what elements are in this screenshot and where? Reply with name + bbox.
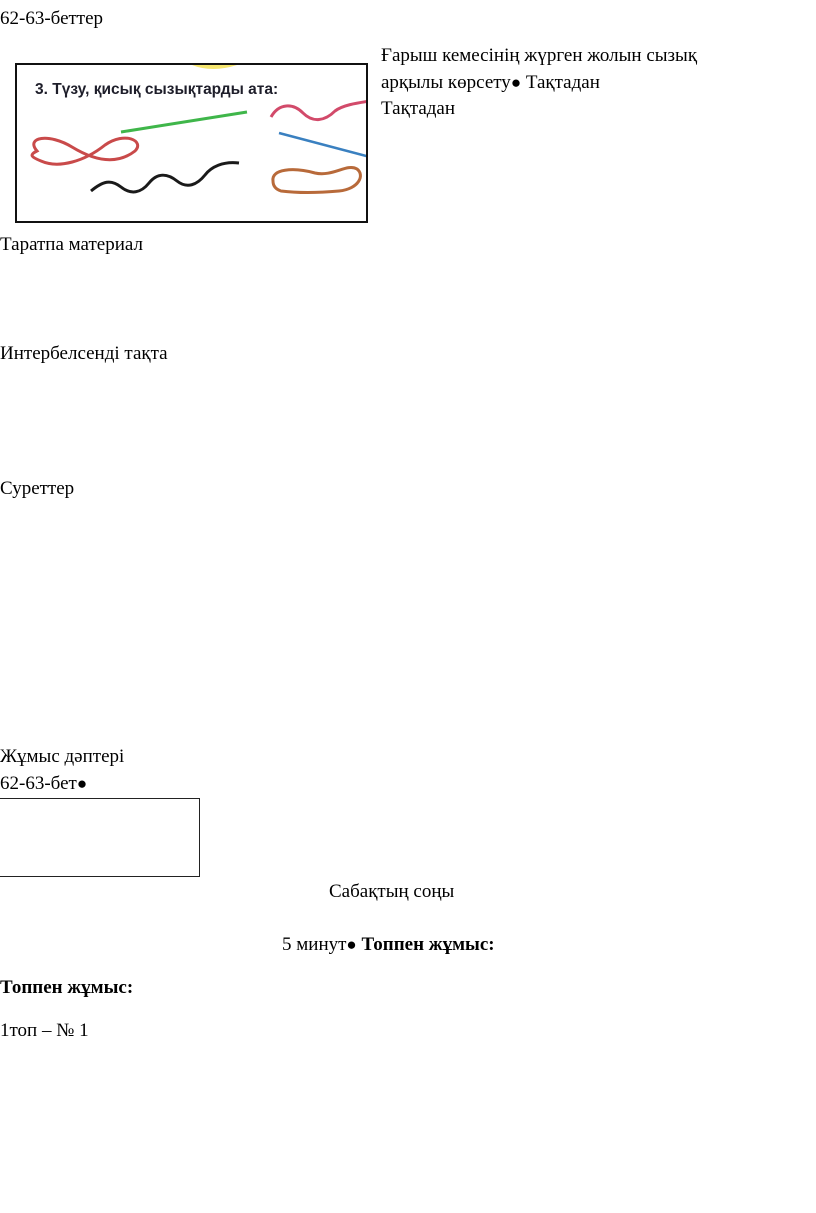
group-work-heading: Топпен жұмыс:: [0, 977, 134, 998]
closed-curve-orange: [273, 167, 361, 192]
lesson-end-duration: [282, 933, 495, 956]
wavy-curve-pink: [271, 101, 368, 120]
right-note-line3: Тақтадан: [381, 98, 456, 119]
handout-label: Таратпа материал: [0, 234, 143, 255]
right-note-line2-text: арқылы көрсету: [381, 72, 511, 93]
workbook-pages-text: 62-63-бет: [0, 773, 77, 794]
pages-reference: 62-63-беттер: [0, 8, 104, 29]
workbook-label: Жұмыс дәптері: [0, 746, 125, 767]
right-note-line2: [381, 71, 600, 94]
workbook-pages: [0, 772, 87, 795]
right-note-line2-tail: Тақтадан: [521, 72, 600, 93]
bullet-icon: ●: [76, 774, 88, 793]
lesson-end-heading: Сабақтың соңы: [329, 881, 455, 902]
sun-decoration: [192, 65, 237, 69]
pictures-label: Суреттер: [0, 478, 75, 499]
straight-line-green: [121, 112, 247, 132]
empty-table-cell: [0, 798, 200, 877]
figure-title: 3. Түзу, қисық сызықтарды ата:: [35, 81, 279, 98]
right-note-line1: Ғарыш кемесінің жүрген жолын сызық: [381, 45, 698, 66]
group-1-task: 1топ – № 1: [0, 1020, 89, 1041]
duration-text: 5 минут: [282, 934, 347, 955]
bullet-icon: ●: [346, 935, 357, 954]
wavy-curve-black: [91, 163, 239, 192]
straight-line-blue: [279, 133, 368, 157]
figure-eight-curve: [32, 138, 138, 164]
lines-figure: [15, 63, 368, 223]
bullet-icon: ●: [510, 73, 522, 92]
interactive-board-label: Интербелсенді тақта: [0, 343, 168, 364]
duration-tail: Топпен жұмыс:: [356, 934, 495, 955]
